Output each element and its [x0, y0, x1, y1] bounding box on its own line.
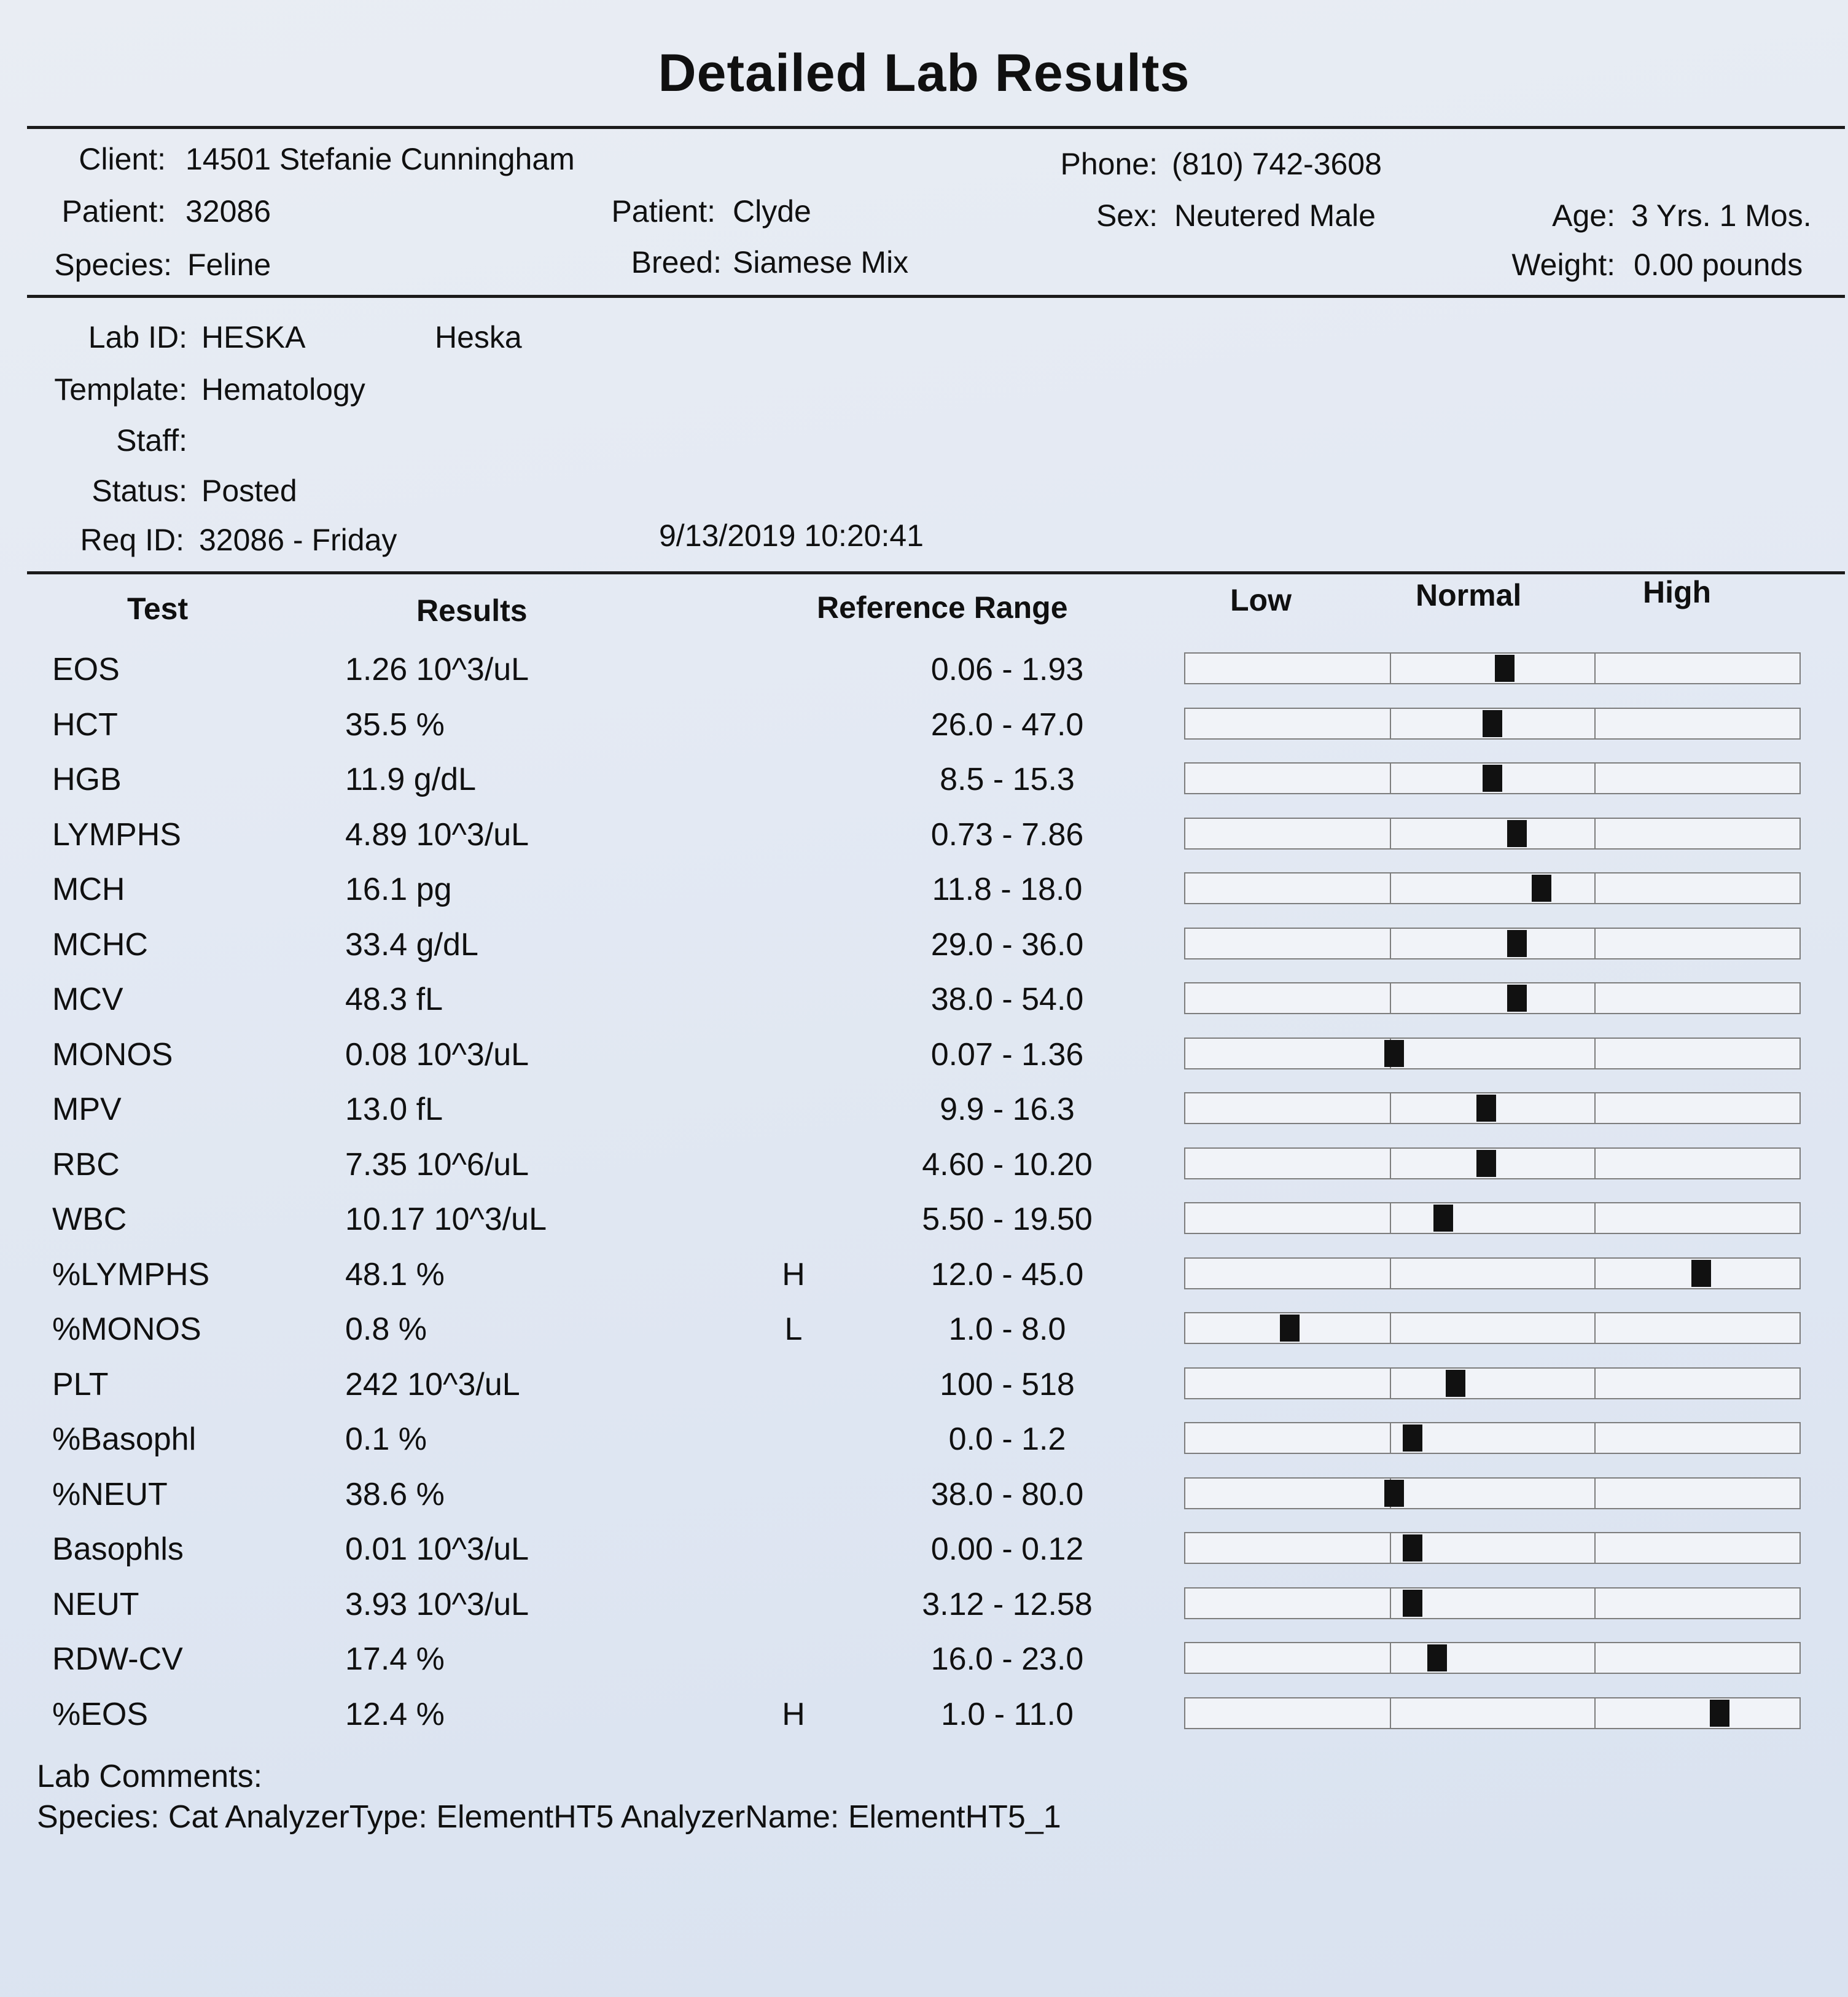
range-divider: [1390, 654, 1391, 683]
reference-range: 4.60 - 10.20: [922, 1146, 1093, 1182]
range-marker: [1532, 875, 1551, 902]
col-normal-header: Normal: [1416, 578, 1522, 612]
range-marker: [1403, 1590, 1422, 1617]
range-marker: [1280, 1315, 1300, 1342]
reference-range: 38.0 - 80.0: [930, 1476, 1084, 1512]
table-row: [0, 1690, 1848, 1744]
range-divider: [1594, 1479, 1596, 1508]
reference-range: 0.73 - 7.86: [930, 816, 1084, 853]
test-result: 10.17 10^3/uL: [345, 1202, 547, 1237]
range-indicator: [1184, 1477, 1801, 1509]
range-marker: [1384, 1040, 1404, 1067]
reference-range: 11.8 - 18.0: [932, 872, 1083, 907]
range-marker: [1507, 820, 1527, 847]
test-name: MPV: [52, 1092, 122, 1127]
result-flag: H: [782, 1256, 805, 1292]
test-result: 33.4 g/dL: [345, 926, 478, 963]
test-result: 13.0 fL: [345, 1092, 443, 1127]
range-divider: [1390, 983, 1391, 1013]
test-result: 16.1 pg: [345, 872, 452, 907]
range-divider: [1594, 1643, 1596, 1673]
table-row: [0, 975, 1848, 1029]
test-result: 242 10^3/uL: [345, 1366, 520, 1402]
range-divider: [1594, 1149, 1596, 1178]
status-value: Posted: [201, 474, 297, 508]
result-flag: L: [784, 1311, 803, 1347]
range-divider: [1594, 1313, 1596, 1343]
range-divider: [1390, 1369, 1391, 1398]
range-marker: [1427, 1644, 1447, 1671]
range-indicator: [1184, 1422, 1801, 1454]
req-id-label: Req ID:: [80, 523, 184, 557]
weight-value: 0.00 pounds: [1634, 248, 1803, 282]
test-result: 0.01 10^3/uL: [345, 1531, 529, 1567]
table-row: [0, 1525, 1848, 1579]
req-id-value: 32086 - Friday: [199, 523, 397, 557]
range-marker: [1384, 1480, 1404, 1507]
age-value: 3 Yrs. 1 Mos.: [1631, 198, 1812, 233]
range-divider: [1594, 983, 1596, 1013]
range-divider: [1594, 1423, 1596, 1453]
reference-range: 0.07 - 1.36: [930, 1036, 1084, 1073]
range-divider: [1594, 1369, 1596, 1398]
test-result: 0.08 10^3/uL: [345, 1036, 529, 1073]
range-indicator: [1184, 1038, 1801, 1069]
phone-value: (810) 742-3608: [1172, 147, 1382, 181]
reference-range: 0.06 - 1.93: [930, 652, 1084, 687]
test-result: 11.9 g/dL: [345, 762, 477, 797]
range-indicator: [1184, 1532, 1801, 1564]
range-indicator: [1184, 1697, 1801, 1729]
test-name: NEUT: [52, 1586, 139, 1622]
range-divider: [1594, 1039, 1596, 1068]
range-divider: [1594, 1093, 1596, 1123]
patient-id-label: Patient:: [61, 194, 166, 229]
species-label: Species:: [54, 248, 172, 282]
col-reference-header: Reference Range: [817, 590, 1068, 625]
test-result: 17.4 %: [345, 1641, 445, 1677]
patient-name-label: Patient:: [611, 194, 715, 229]
range-divider: [1594, 1533, 1596, 1563]
age-label: Age:: [1552, 198, 1615, 233]
lab-name-value: Heska: [435, 320, 522, 354]
table-row: [0, 1415, 1848, 1469]
reference-range: 3.12 - 12.58: [922, 1586, 1093, 1622]
range-divider: [1390, 819, 1391, 848]
test-name: HGB: [52, 762, 122, 797]
table-row: [0, 1030, 1848, 1084]
table-row: [0, 1470, 1848, 1524]
table-row: [0, 810, 1848, 864]
range-divider: [1390, 1643, 1391, 1673]
test-result: 12.4 %: [345, 1696, 445, 1732]
range-divider: [1594, 654, 1596, 683]
range-divider: [1390, 1093, 1391, 1123]
range-divider: [1594, 1698, 1596, 1728]
sex-value: Neutered Male: [1174, 198, 1376, 233]
range-divider: [1594, 1203, 1596, 1233]
range-marker: [1476, 1095, 1496, 1122]
range-divider: [1390, 1313, 1391, 1343]
range-indicator: [1184, 1202, 1801, 1234]
range-indicator: [1184, 928, 1801, 959]
table-row: [0, 1635, 1848, 1689]
test-name: MCV: [52, 982, 123, 1017]
range-marker: [1483, 765, 1502, 792]
client-value: 14501 Stefanie Cunningham: [185, 142, 575, 176]
species-value: Feline: [187, 248, 271, 282]
range-divider: [1390, 1149, 1391, 1178]
template-value: Hematology: [201, 372, 365, 407]
range-marker: [1710, 1700, 1729, 1727]
range-marker: [1691, 1260, 1711, 1287]
range-indicator: [1184, 1092, 1801, 1124]
table-row: [0, 1250, 1848, 1304]
test-name: %Basophl: [52, 1421, 197, 1457]
req-datetime: 9/13/2019 10:20:41: [659, 518, 924, 553]
table-row: [0, 1140, 1848, 1194]
test-name: %EOS: [52, 1696, 149, 1732]
reference-range: 0.00 - 0.12: [930, 1531, 1084, 1567]
test-result: 38.6 %: [345, 1476, 445, 1512]
test-name: %LYMPHS: [52, 1256, 210, 1292]
result-flag: H: [782, 1696, 805, 1732]
test-result: 7.35 10^6/uL: [345, 1146, 529, 1182]
range-divider: [1594, 1589, 1596, 1618]
range-marker: [1403, 1424, 1422, 1452]
client-label: Client:: [79, 142, 166, 176]
reference-range: 38.0 - 54.0: [930, 982, 1084, 1017]
range-divider: [1390, 1259, 1391, 1288]
range-indicator: [1184, 1367, 1801, 1399]
col-low-header: Low: [1230, 583, 1292, 617]
lab-id-label: Lab ID:: [88, 320, 187, 354]
range-divider: [1390, 764, 1391, 793]
test-name: %MONOS: [52, 1311, 201, 1347]
test-name: %NEUT: [52, 1476, 168, 1512]
test-result: 48.1 %: [345, 1256, 445, 1292]
range-marker: [1446, 1370, 1465, 1397]
patient-name-value: Clyde: [733, 194, 811, 229]
test-name: MCH: [52, 872, 125, 907]
test-result: 3.93 10^3/uL: [345, 1586, 529, 1622]
range-divider: [1594, 709, 1596, 738]
range-indicator: [1184, 1642, 1801, 1674]
range-marker: [1433, 1205, 1453, 1232]
range-divider: [1594, 819, 1596, 848]
table-row: [0, 1195, 1848, 1249]
reference-range: 29.0 - 36.0: [930, 926, 1084, 963]
range-divider: [1390, 1423, 1391, 1453]
test-result: 0.8 %: [345, 1311, 427, 1347]
range-divider: [1594, 1259, 1596, 1288]
reference-range: 1.0 - 11.0: [941, 1696, 1074, 1732]
reference-range: 9.9 - 16.3: [940, 1092, 1075, 1127]
reference-range: 100 - 518: [940, 1366, 1075, 1402]
weight-label: Weight:: [1511, 248, 1615, 282]
page-title: Detailed Lab Results: [658, 44, 1190, 103]
range-marker: [1507, 930, 1527, 957]
range-marker: [1476, 1150, 1496, 1177]
range-divider: [1390, 929, 1391, 958]
col-high-header: High: [1643, 575, 1712, 609]
range-divider: [1594, 929, 1596, 958]
reference-range: 5.50 - 19.50: [922, 1202, 1093, 1237]
reference-range: 1.0 - 8.0: [948, 1311, 1066, 1347]
range-indicator: [1184, 1587, 1801, 1619]
range-indicator: [1184, 1312, 1801, 1344]
divider: [27, 571, 1845, 574]
divider: [27, 295, 1845, 298]
test-result: 48.3 fL: [345, 982, 443, 1017]
test-name: Basophls: [52, 1531, 184, 1567]
breed-value: Siamese Mix: [733, 245, 909, 279]
test-result: 4.89 10^3/uL: [345, 816, 529, 853]
range-divider: [1390, 1533, 1391, 1563]
range-divider: [1390, 1203, 1391, 1233]
test-name: LYMPHS: [52, 816, 181, 853]
test-name: RBC: [52, 1146, 120, 1182]
sex-label: Sex:: [1096, 198, 1158, 233]
reference-range: 8.5 - 15.3: [940, 762, 1075, 797]
table-row: [0, 920, 1848, 974]
breed-label: Breed:: [631, 245, 722, 279]
range-indicator: [1184, 652, 1801, 684]
range-marker: [1403, 1534, 1422, 1561]
range-divider: [1390, 1589, 1391, 1618]
col-results-header: Results: [416, 593, 528, 628]
range-indicator: [1184, 982, 1801, 1014]
status-label: Status:: [92, 474, 187, 508]
table-row: [0, 1360, 1848, 1414]
reference-range: 26.0 - 47.0: [930, 706, 1084, 743]
test-name: MONOS: [52, 1036, 173, 1073]
reference-range: 0.0 - 1.2: [948, 1421, 1066, 1457]
range-marker: [1483, 710, 1502, 737]
test-name: WBC: [52, 1202, 127, 1237]
table-row: [0, 645, 1848, 699]
lab-comments-label: Lab Comments:: [37, 1759, 263, 1794]
table-row: [0, 1305, 1848, 1359]
phone-label: Phone:: [1060, 147, 1158, 181]
range-divider: [1594, 764, 1596, 793]
range-indicator: [1184, 1257, 1801, 1289]
test-name: MCHC: [52, 926, 148, 963]
divider: [27, 126, 1845, 129]
range-marker: [1507, 985, 1527, 1012]
col-test-header: Test: [127, 592, 189, 626]
range-indicator: [1184, 708, 1801, 740]
test-result: 0.1 %: [345, 1421, 427, 1457]
patient-id-value: 32086: [185, 194, 271, 229]
range-indicator: [1184, 762, 1801, 794]
range-divider: [1390, 1698, 1391, 1728]
reference-range: 16.0 - 23.0: [930, 1641, 1084, 1677]
range-indicator: [1184, 1147, 1801, 1179]
test-name: HCT: [52, 706, 118, 743]
test-name: EOS: [52, 652, 120, 687]
table-row: [0, 1085, 1848, 1139]
table-row: [0, 755, 1848, 809]
template-label: Template:: [54, 372, 187, 407]
range-divider: [1594, 873, 1596, 903]
table-row: [0, 700, 1848, 754]
table-row: [0, 865, 1848, 919]
test-name: PLT: [52, 1366, 109, 1402]
table-row: [0, 1580, 1848, 1634]
range-indicator: [1184, 872, 1801, 904]
lab-comments-text: Species: Cat AnalyzerType: ElementHT5 AnalyzerName: ElementHT5_1: [37, 1799, 1061, 1835]
test-result: 35.5 %: [345, 706, 445, 743]
test-name: RDW-CV: [52, 1641, 183, 1677]
test-result: 1.26 10^3/uL: [345, 652, 529, 687]
range-divider: [1390, 873, 1391, 903]
range-indicator: [1184, 818, 1801, 850]
range-divider: [1390, 709, 1391, 738]
range-marker: [1495, 655, 1515, 682]
reference-range: 12.0 - 45.0: [930, 1256, 1084, 1292]
lab-id-value: HESKA: [201, 320, 306, 354]
staff-label: Staff:: [116, 423, 187, 458]
